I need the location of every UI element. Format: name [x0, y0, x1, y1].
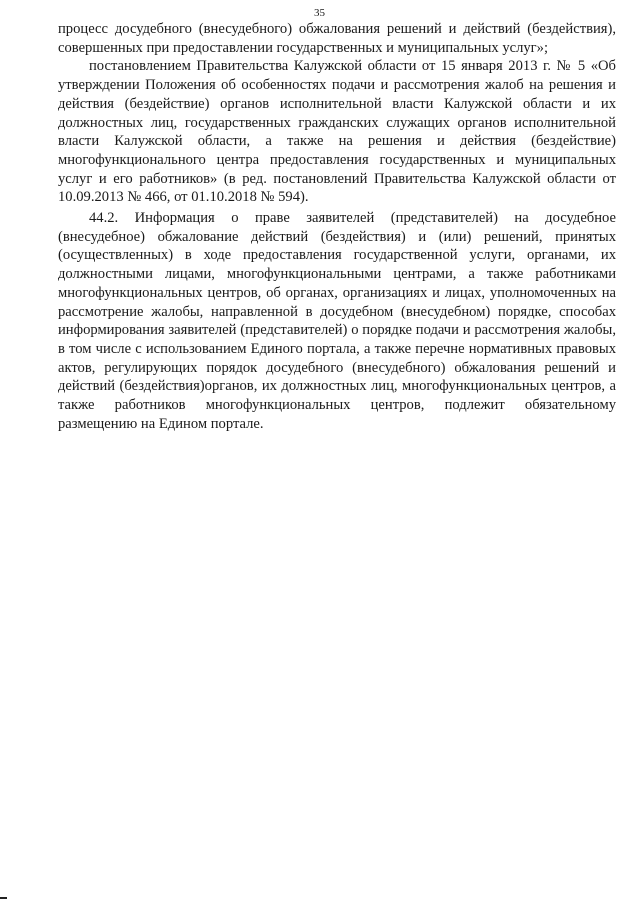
- page-number: 35: [314, 7, 325, 19]
- paragraph-section-44-2: 44.2. Информация о праве заявителей (представителей) на досудебное (внесудебное) обжалование действий (бездействия) и (или) решений, принятых (осуществленных) в ходе предоставления государственной услуги, органами, их должностными лицами, многофункциональными центрами, а также работниками многофункциональных центров, об органах, организациях и лицах, уполномоченных на рассмотрение жалобы, направленной в досудебном (внесудебном) порядке, способах информирования заявителей (представителей) о порядке подачи и рассмотрения жалобы, в том числе с использованием Единого портала, а также перечне нормативных правовых актов, регулирующих порядок досудебного (внесудебного) обжалования решений и действий (бездействия)органов, их должностных лиц, многофункциональных центров, а также работников многофункциональных центров, подлежит обязательному размещению на Едином портале.: [58, 210, 616, 432]
- scan-edge-mark: [0, 897, 7, 899]
- paragraph-kaluga-resolution: постановлением Правительства Калужской области от 15 января 2013 г. № 5 «Об утверждении Положения об особенностях подачи и рассмотрения жалоб на решения и действия (бездействие) органов исполнительной власти Калужской области и их должностных лиц, государственных гражданских служащих органов исполнительной власти Калужской области, а также на решения и действия (бездействие) многофункционального центра предоставления государственных и муниципальных услуг и его работников» (в ред. постановлений Правительства Калужской области от 10.09.2013 № 466, от 01.10.2018 № 594).: [58, 58, 616, 206]
- body-text: [58, 20, 616, 433]
- paragraph-procedure-continuation: процесс досудебного (внесудебного) обжалования решений и действий (бездействия), совершенных при предоставлении государственных и муниципальных услуг»;: [58, 21, 616, 56]
